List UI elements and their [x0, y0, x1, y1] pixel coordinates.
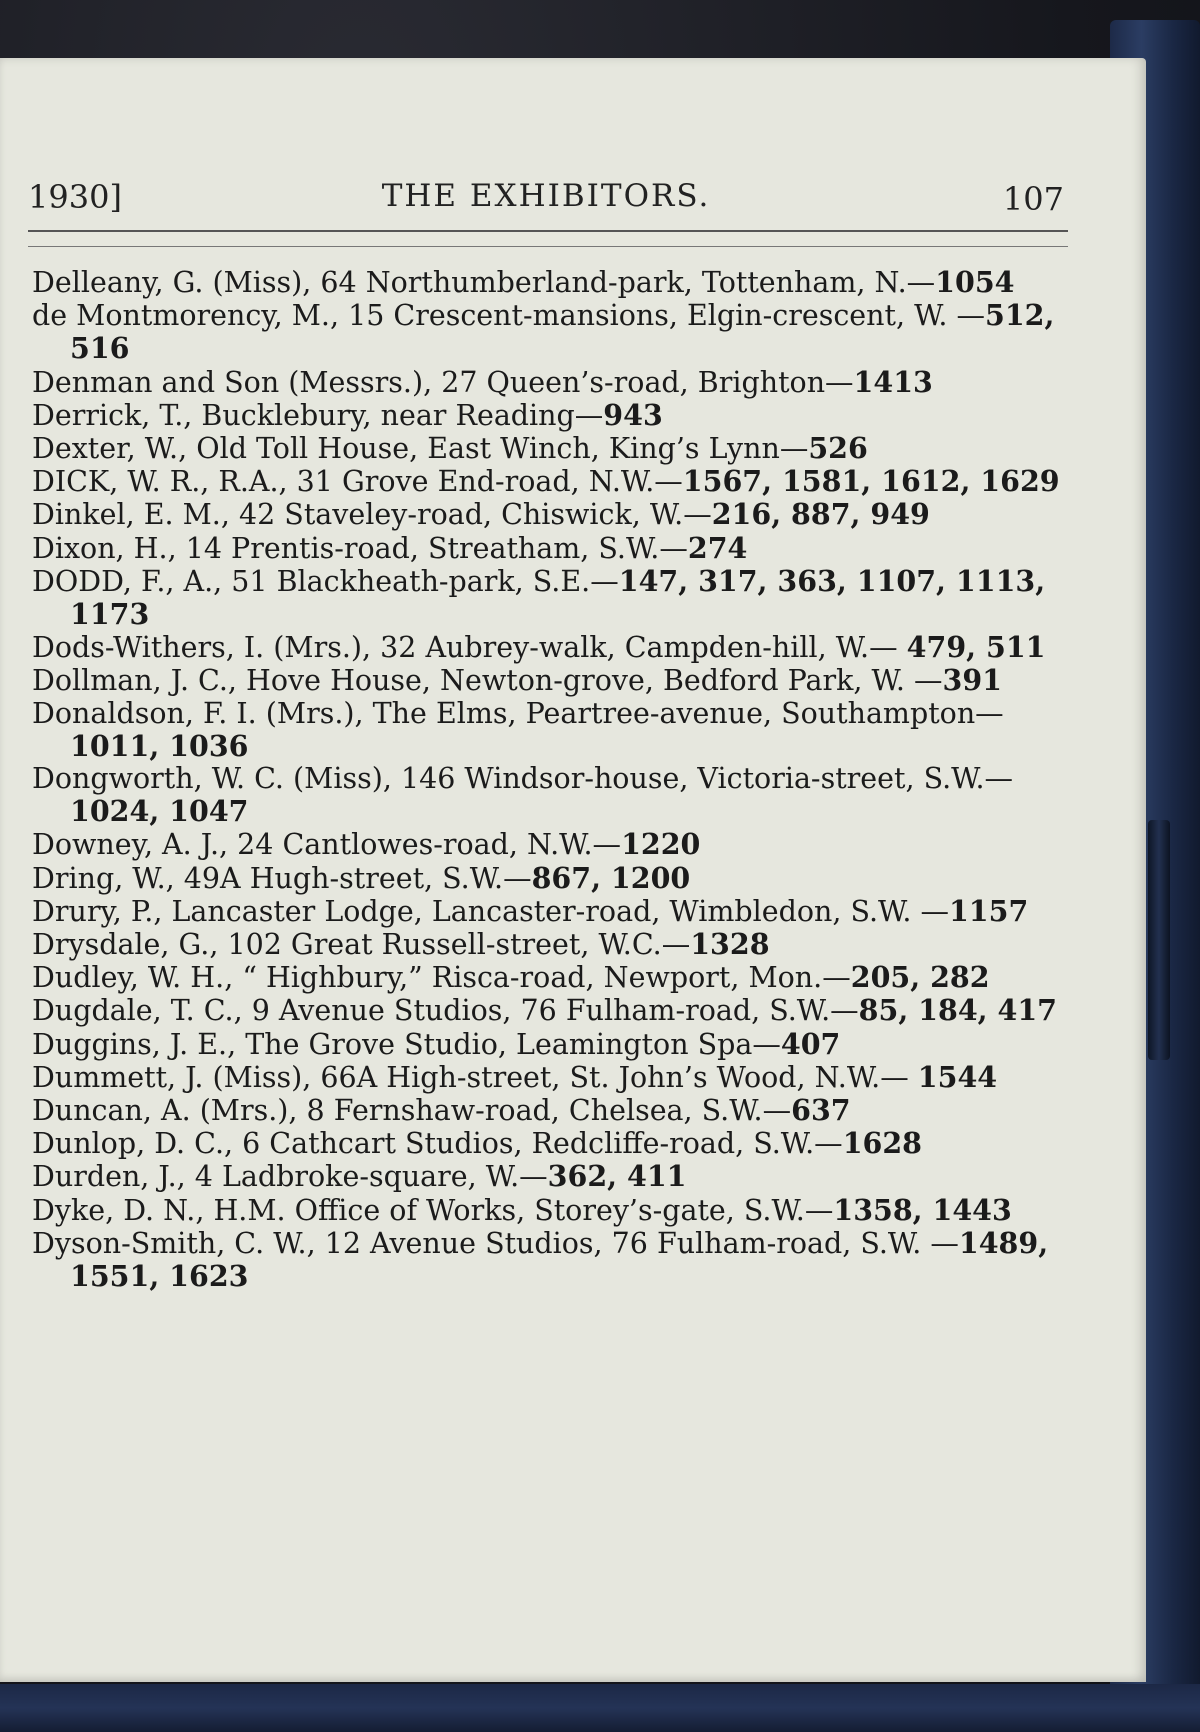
exhibitor-details: Dyke, D. N., H.M. Office of Works, Storey’s-gate, S.W.— [32, 1193, 834, 1227]
exhibitor-details: Drury, P., Lancaster Lodge, Lancaster-road, Wimbledon, S.W. — [32, 894, 949, 928]
exhibitor-details: Durden, J., 4 Ladbroke-square, W.— [32, 1160, 548, 1194]
exhibitor-entry [32, 465, 1078, 498]
exhibitor-details: Delleany, G. (Miss), 64 Northumberland-park, Tottenham, N.— [32, 266, 936, 299]
exhibitor-entry [32, 299, 1078, 365]
exhibitor-details: Dods-Withers, I. (Mrs.), 32 Aubrey-walk, Campden-hill, W.— [32, 631, 907, 665]
catalogue-numbers: 1544 [917, 1059, 998, 1094]
exhibitor-entry [32, 1127, 1078, 1160]
exhibitor-details: Drysdale, G., 102 Great Russell-street, W.C.— [32, 928, 691, 962]
catalogue-numbers: 1567, 1581, 1612, 1629 [682, 464, 1060, 499]
catalogue-numbers: 147, 317, 363, 1107, 1113, 1173 [70, 563, 1046, 632]
catalogue-numbers: 1024, 1047 [70, 794, 249, 829]
catalogue-numbers: 1054 [935, 265, 1015, 299]
header-year: 1930] [28, 178, 122, 216]
exhibitor-entry [32, 664, 1078, 697]
exhibitor-entry [32, 1227, 1078, 1293]
exhibitor-entry [32, 565, 1078, 631]
exhibitor-details: Donaldson, F. I. (Mrs.), The Elms, Peartree-avenue, Southampton— [32, 696, 1004, 730]
exhibitor-entry [32, 498, 1078, 531]
exhibitor-entry [32, 862, 1078, 895]
exhibitor-list [32, 266, 1078, 1293]
header-rule [28, 230, 1068, 232]
catalogue-numbers: 205, 282 [850, 960, 990, 995]
exhibitor-entry [32, 1061, 1078, 1094]
exhibitor-details: Dyson-Smith, C. W., 12 Avenue Studios, 76 Fulham-road, S.W. — [32, 1226, 959, 1260]
book-cover-bottom [0, 1684, 1200, 1732]
catalogue-numbers: 85, 184, 417 [858, 993, 1057, 1028]
catalogue-numbers: 1413 [853, 364, 933, 399]
catalogue-numbers: 479, 511 [906, 630, 1046, 665]
catalogue-numbers: 526 [808, 431, 868, 466]
exhibitor-details: Dugdale, T. C., 9 Avenue Studios, 76 Fulham-road, S.W.— [32, 994, 859, 1028]
exhibitor-entry [32, 763, 1078, 828]
catalogue-numbers: 391 [942, 663, 1002, 698]
catalogue-numbers: 407 [780, 1026, 841, 1061]
exhibitor-entry [32, 366, 1078, 399]
exhibitor-details: Dring, W., 49A Hugh-street, S.W.— [32, 861, 532, 895]
exhibitor-entry [32, 828, 1078, 861]
catalogue-numbers: 512, 516 [70, 298, 1055, 366]
catalogue-numbers: 1157 [948, 893, 1029, 928]
exhibitor-details: Dummett, J. (Miss), 66A High-street, St. John’s Wood, N.W.— [32, 1060, 918, 1094]
catalogue-numbers: 943 [603, 397, 663, 432]
catalogue-numbers: 1358, 1443 [833, 1192, 1012, 1227]
exhibitor-details: Denman and Son (Messrs.), 27 Queen’s-road, Brighton— [32, 365, 854, 399]
exhibitor-details: Dongworth, W. C. (Miss), 146 Windsor-house, Victoria-street, S.W.— [32, 762, 1014, 796]
catalogue-numbers: 1489, 1551, 1623 [70, 1225, 1049, 1294]
exhibitor-entry [32, 961, 1078, 994]
exhibitor-details: Dinkel, E. M., 42 Staveley-road, Chiswick, W.— [32, 498, 712, 532]
exhibitor-details: de Montmorency, M., 15 Crescent-mansions, Elgin-crescent, W. — [32, 299, 986, 333]
exhibitor-entry [32, 1160, 1078, 1193]
exhibitor-entry [32, 994, 1078, 1027]
catalogue-numbers: 216, 887, 949 [711, 497, 930, 532]
catalogue-numbers: 362, 411 [547, 1159, 687, 1194]
exhibitor-details: Derrick, T., Bucklebury, near Reading— [32, 398, 604, 432]
exhibitor-details: Dexter, W., Old Toll House, East Winch, King’s Lynn— [32, 432, 809, 466]
catalogue-numbers: 867, 1200 [531, 860, 691, 895]
exhibitor-details: Dudley, W. H., “ Highbury,” Risca-road, Newport, Mon.— [32, 961, 851, 995]
exhibitor-entry [32, 1094, 1078, 1127]
exhibitor-details: Dunlop, D. C., 6 Cathcart Studios, Redcliffe-road, S.W.— [32, 1127, 843, 1161]
exhibitor-entry [32, 698, 1078, 763]
exhibitor-details: Downey, A. J., 24 Cantlowes-road, N.W.— [32, 828, 622, 862]
exhibitor-entry [32, 928, 1078, 961]
running-head [28, 178, 1064, 226]
exhibitor-details: Dollman, J. C., Hove House, Newton-grove, Bedford Park, W. — [32, 664, 943, 698]
bookmark-ribbon [1148, 820, 1170, 1060]
exhibitor-entry [32, 266, 1078, 299]
catalogue-numbers: 1628 [842, 1126, 923, 1161]
exhibitor-entry [32, 631, 1078, 664]
exhibitor-details: DODD, F., A., 51 Blackheath-park, S.E.— [32, 564, 619, 598]
exhibitor-entry [32, 1194, 1078, 1227]
page-number: 107 [1002, 180, 1064, 218]
catalogue-numbers: 1328 [690, 927, 770, 962]
exhibitor-entry [32, 399, 1078, 432]
exhibitor-entry [32, 432, 1078, 465]
catalogue-numbers: 1220 [621, 827, 701, 862]
exhibitor-details: Duggins, J. E., The Grove Studio, Leamington Spa— [32, 1027, 781, 1061]
exhibitor-details: Dixon, H., 14 Prentis-road, Streatham, S.W.— [32, 531, 688, 565]
exhibitor-entry [32, 532, 1078, 565]
header-rule-thin [28, 246, 1068, 247]
exhibitor-details: Duncan, A. (Mrs.), 8 Fernshaw-road, Chelsea, S.W.— [32, 1094, 792, 1128]
catalogue-numbers: 274 [687, 530, 748, 565]
header-title: THE EXHIBITORS. [381, 178, 711, 214]
exhibitor-entry [32, 895, 1078, 928]
catalogue-numbers: 637 [791, 1093, 851, 1128]
exhibitor-entry [32, 1028, 1078, 1061]
exhibitor-details: DICK, W. R., R.A., 31 Grove End-road, N.W.— [32, 465, 683, 499]
catalogue-numbers: 1011, 1036 [70, 728, 249, 763]
